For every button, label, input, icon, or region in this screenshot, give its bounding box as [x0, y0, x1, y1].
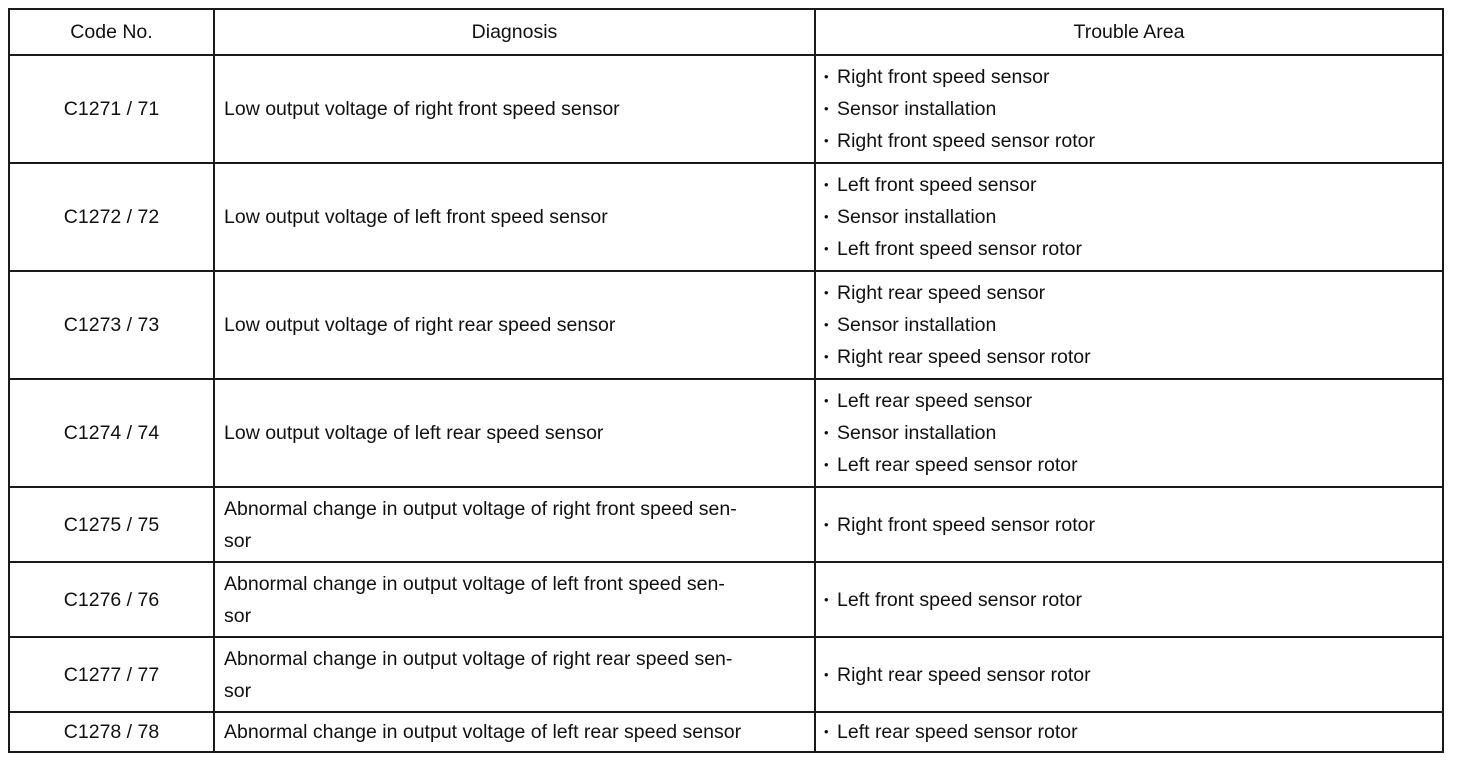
bullet-icon: •: [824, 101, 829, 116]
trouble-area-list: [824, 509, 1433, 541]
header-diagnosis: Diagnosis: [214, 9, 815, 55]
list-item: [824, 341, 1433, 373]
trouble-area-list: [824, 169, 1433, 265]
diagnosis-line: Abnormal change in output voltage of right rear speed sen-: [224, 647, 733, 670]
trouble-area-text: Right front speed sensor: [837, 66, 1050, 88]
bullet-icon: •: [824, 209, 829, 224]
list-item: [824, 61, 1433, 93]
diagnosis-cell: [214, 562, 815, 637]
trouble-area-text: Sensor installation: [837, 422, 997, 444]
trouble-area-text: Right rear speed sensor rotor: [837, 663, 1091, 686]
trouble-area-text: Left rear speed sensor: [837, 390, 1033, 412]
diagnosis-cell: [214, 487, 815, 562]
diagnosis-line: sor: [224, 529, 252, 552]
code-cell: C1275 / 75: [9, 487, 214, 562]
list-item: [824, 385, 1433, 417]
bullet-icon: •: [824, 724, 829, 739]
trouble-area-text: Left rear speed sensor rotor: [837, 721, 1078, 743]
trouble-area-text: Left rear speed sensor rotor: [837, 454, 1078, 476]
list-item: [824, 277, 1433, 309]
bullet-icon: •: [824, 285, 829, 300]
trouble-area-cell: [815, 712, 1443, 752]
diagnosis-cell: Low output voltage of left front speed sensor: [214, 163, 815, 271]
trouble-area-text: Sensor installation: [837, 314, 997, 336]
bullet-icon: •: [824, 666, 829, 682]
bullet-icon: •: [824, 349, 829, 364]
trouble-area-text: Left front speed sensor: [837, 174, 1037, 196]
diagnosis-cell: Abnormal change in output voltage of left rear speed sensor: [214, 712, 815, 752]
table-row: [9, 487, 1443, 562]
bullet-icon: •: [824, 317, 829, 332]
trouble-area-cell: [815, 637, 1443, 712]
list-item: [824, 169, 1433, 201]
table-row: [9, 379, 1443, 487]
trouble-area-cell: [815, 487, 1443, 562]
code-cell: C1276 / 76: [9, 562, 214, 637]
trouble-area-list: [824, 385, 1433, 481]
diagnosis-line: sor: [224, 679, 252, 702]
code-cell: C1277 / 77: [9, 637, 214, 712]
list-item: [824, 584, 1433, 616]
trouble-area-text: Right rear speed sensor rotor: [837, 346, 1091, 368]
diagnosis-line: sor: [224, 604, 252, 627]
bullet-icon: •: [824, 591, 829, 607]
bullet-icon: •: [824, 457, 829, 472]
diagnosis-cell: [214, 637, 815, 712]
trouble-area-list: [824, 659, 1433, 691]
table-header-row: [9, 9, 1443, 55]
code-cell: C1278 / 78: [9, 712, 214, 752]
trouble-area-text: Sensor installation: [837, 206, 997, 228]
list-item: [824, 125, 1433, 157]
code-cell: C1272 / 72: [9, 163, 214, 271]
trouble-area-cell: [815, 379, 1443, 487]
diagnosis-cell: Low output voltage of left rear speed sensor: [214, 379, 815, 487]
trouble-area-cell: [815, 562, 1443, 637]
diagnosis-line: Abnormal change in output voltage of left front speed sen-: [224, 572, 725, 595]
bullet-icon: •: [824, 241, 829, 256]
code-cell: C1271 / 71: [9, 55, 214, 163]
diagnosis-line: Abnormal change in output voltage of right front speed sen-: [224, 497, 737, 520]
trouble-area-text: Right front speed sensor rotor: [837, 513, 1095, 536]
trouble-area-text: Left front speed sensor rotor: [837, 238, 1082, 260]
code-cell: C1274 / 74: [9, 379, 214, 487]
bullet-icon: •: [824, 516, 829, 532]
table-row: [9, 271, 1443, 379]
list-item: [824, 233, 1433, 265]
trouble-area-list: [824, 277, 1433, 373]
trouble-area-cell: [815, 55, 1443, 163]
diagnosis-cell: Low output voltage of right rear speed sensor: [214, 271, 815, 379]
trouble-area-cell: [815, 271, 1443, 379]
trouble-area-list: [824, 61, 1433, 157]
table-row: [9, 163, 1443, 271]
trouble-area-text: Sensor installation: [837, 98, 997, 120]
table-row: [9, 712, 1443, 752]
list-item: [824, 93, 1433, 125]
diagnostic-code-table: [8, 8, 1444, 753]
list-item: [824, 417, 1433, 449]
bullet-icon: •: [824, 425, 829, 440]
bullet-icon: •: [824, 177, 829, 192]
list-item: [824, 201, 1433, 233]
header-code-no: Code No.: [9, 9, 214, 55]
table-row: [9, 562, 1443, 637]
table-row: [9, 637, 1443, 712]
list-item: [824, 449, 1433, 481]
header-trouble-area: Trouble Area: [815, 9, 1443, 55]
bullet-icon: •: [824, 393, 829, 408]
trouble-area-cell: [815, 163, 1443, 271]
list-item: [824, 659, 1433, 691]
bullet-icon: •: [824, 69, 829, 84]
list-item: [824, 309, 1433, 341]
trouble-area-list: [824, 584, 1433, 616]
list-item: [824, 716, 1433, 748]
list-item: [824, 509, 1433, 541]
trouble-area-text: Right rear speed sensor: [837, 282, 1046, 304]
table-row: [9, 55, 1443, 163]
diagnosis-cell: Low output voltage of right front speed sensor: [214, 55, 815, 163]
bullet-icon: •: [824, 133, 829, 148]
trouble-area-list: [824, 716, 1433, 748]
trouble-area-text: Right front speed sensor rotor: [837, 130, 1095, 152]
code-cell: C1273 / 73: [9, 271, 214, 379]
trouble-area-text: Left front speed sensor rotor: [837, 588, 1082, 611]
